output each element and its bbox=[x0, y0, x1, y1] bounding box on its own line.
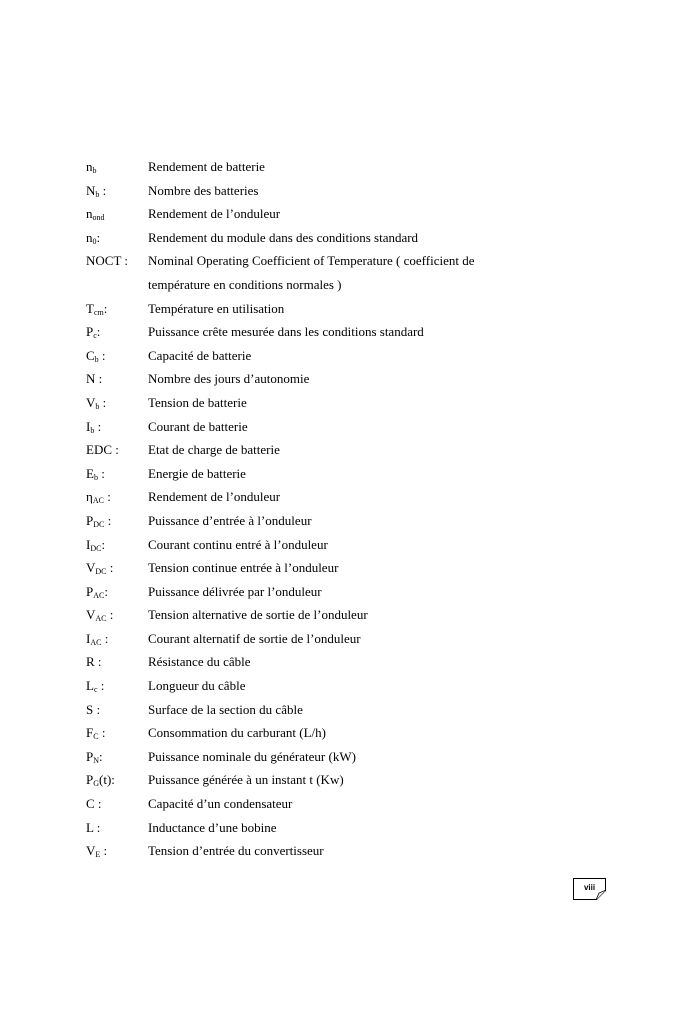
symbol-base: V bbox=[86, 607, 96, 623]
nomenclature-list bbox=[86, 157, 606, 865]
symbol-suffix: : bbox=[104, 512, 112, 528]
list-item bbox=[86, 487, 606, 511]
description bbox=[148, 582, 322, 602]
symbol bbox=[86, 535, 105, 555]
symbol-subscript: ond bbox=[92, 213, 105, 223]
symbol-suffix: : bbox=[99, 394, 107, 410]
description bbox=[148, 228, 418, 248]
description bbox=[148, 464, 246, 484]
description-text: Température en utilisation bbox=[148, 300, 285, 316]
list-item bbox=[86, 652, 606, 676]
symbol-subscript: AC bbox=[93, 590, 105, 600]
description bbox=[148, 770, 344, 790]
list-item bbox=[86, 464, 606, 488]
list-item bbox=[86, 629, 606, 653]
description bbox=[148, 251, 475, 295]
symbol-subscript: G bbox=[93, 779, 100, 789]
description-text: Courant continu entré à l’onduleur bbox=[148, 536, 328, 552]
symbol-subscript: cm bbox=[93, 307, 104, 317]
symbol-subscript: C bbox=[93, 732, 99, 742]
symbol bbox=[86, 747, 103, 767]
description-text: Tension continue entrée à l’onduleur bbox=[148, 560, 339, 576]
symbol-subscript: AC bbox=[95, 614, 107, 624]
list-item bbox=[86, 794, 606, 818]
symbol-base: L bbox=[86, 678, 94, 694]
symbol-suffix: : bbox=[94, 418, 102, 434]
description bbox=[148, 487, 280, 507]
symbol-subscript: b bbox=[92, 166, 97, 175]
symbol bbox=[86, 181, 106, 201]
description bbox=[148, 181, 258, 201]
symbol-base: T bbox=[86, 300, 94, 316]
symbol bbox=[86, 605, 113, 625]
description bbox=[148, 558, 338, 578]
description-text: Nombre des batteries bbox=[148, 182, 259, 198]
symbol bbox=[86, 770, 115, 790]
symbol bbox=[86, 417, 101, 437]
list-item bbox=[86, 700, 606, 724]
description-text: Courant alternatif de sortie de l’onduleur bbox=[148, 630, 361, 646]
list-item bbox=[86, 676, 606, 700]
list-item bbox=[86, 770, 606, 794]
symbol bbox=[86, 794, 102, 814]
page-number-box bbox=[573, 878, 606, 900]
symbol bbox=[86, 157, 97, 177]
description-text: Nombre des jours d’autonomie bbox=[148, 371, 310, 387]
symbol-base: R : bbox=[86, 654, 102, 670]
symbol bbox=[86, 464, 105, 484]
symbol-subscript: c bbox=[93, 685, 98, 695]
page-fold-icon bbox=[596, 890, 606, 900]
list-item bbox=[86, 582, 606, 606]
description-text: Capacité d’un condensateur bbox=[148, 796, 293, 812]
list-item bbox=[86, 440, 606, 464]
symbol bbox=[86, 346, 106, 366]
symbol-subscript: 0 bbox=[92, 236, 97, 246]
symbol-base: P bbox=[86, 324, 94, 340]
symbol bbox=[86, 369, 102, 389]
symbol bbox=[86, 393, 106, 413]
description-text: Courant de batterie bbox=[148, 418, 248, 434]
symbol-suffix: : bbox=[98, 725, 106, 741]
symbol bbox=[86, 700, 100, 720]
symbol-base: I bbox=[86, 630, 91, 646]
list-item bbox=[86, 393, 606, 417]
symbol-suffix: : bbox=[97, 678, 105, 694]
symbol bbox=[86, 299, 107, 319]
list-item bbox=[86, 346, 606, 370]
symbol-suffix: : bbox=[99, 182, 107, 198]
symbol-base: P bbox=[86, 772, 94, 788]
symbol-base: n bbox=[86, 159, 93, 174]
description bbox=[148, 440, 280, 460]
list-item bbox=[86, 322, 606, 346]
symbol-subscript: c bbox=[93, 331, 97, 341]
description bbox=[148, 511, 312, 531]
symbol-suffix: : bbox=[99, 748, 103, 764]
description-text: Tension de batterie bbox=[148, 394, 247, 410]
symbol-suffix: : bbox=[97, 465, 105, 481]
symbol-suffix: : bbox=[96, 324, 101, 340]
description-text: Consommation du carburant (L/h) bbox=[148, 725, 326, 741]
symbol-subscript: AC bbox=[90, 637, 102, 647]
description-text: Puissance générée à un instant t (Kw) bbox=[148, 772, 344, 788]
symbol bbox=[86, 204, 105, 224]
list-item bbox=[86, 299, 606, 323]
symbol-base: F bbox=[86, 725, 94, 741]
description bbox=[148, 346, 251, 366]
symbol-suffix: : bbox=[106, 607, 114, 623]
description-text-continued: température en conditions normales ) bbox=[148, 276, 342, 292]
symbol-base: N : bbox=[86, 371, 103, 387]
symbol-base: P bbox=[86, 512, 94, 528]
list-item bbox=[86, 747, 606, 771]
symbol bbox=[86, 818, 100, 838]
symbol-base: C : bbox=[86, 796, 102, 812]
description-text: Energie de batterie bbox=[148, 465, 246, 481]
description bbox=[148, 629, 361, 649]
list-item bbox=[86, 251, 606, 298]
symbol-suffix: : bbox=[101, 536, 106, 552]
symbol bbox=[86, 251, 128, 271]
description bbox=[148, 700, 303, 720]
symbol bbox=[86, 487, 111, 507]
symbol-base: η bbox=[86, 489, 93, 505]
description-text: Rendement de l’onduleur bbox=[148, 489, 281, 505]
description-text: Tension alternative de sortie de l’onduleur bbox=[148, 607, 368, 623]
symbol-subscript: b bbox=[95, 189, 100, 199]
description-text: Capacité de batterie bbox=[148, 347, 252, 363]
description-text: Résistance du câble bbox=[148, 654, 251, 670]
symbol bbox=[86, 629, 108, 649]
description-text: Rendement de batterie bbox=[148, 159, 265, 174]
symbol bbox=[86, 676, 104, 696]
description bbox=[148, 322, 424, 342]
description-text: Surface de la section du câble bbox=[148, 701, 303, 717]
page-number: viii bbox=[583, 883, 596, 892]
symbol-base: NOCT : bbox=[86, 253, 129, 269]
symbol-subscript: DC bbox=[95, 567, 107, 577]
list-item bbox=[86, 818, 606, 842]
symbol-base: P bbox=[86, 748, 94, 764]
symbol-base: n bbox=[86, 206, 93, 222]
list-item bbox=[86, 417, 606, 441]
list-item bbox=[86, 157, 606, 181]
list-item bbox=[86, 841, 606, 865]
description bbox=[148, 157, 265, 177]
symbol bbox=[86, 558, 113, 578]
symbol-base: C bbox=[86, 347, 95, 363]
symbol-base: I bbox=[86, 418, 91, 434]
symbol-subscript: DC bbox=[93, 519, 105, 529]
symbol-base: EDC : bbox=[86, 442, 119, 458]
description bbox=[148, 369, 309, 389]
symbol-base: n bbox=[86, 229, 93, 245]
symbol-suffix: : bbox=[96, 229, 101, 245]
symbol-suffix: : bbox=[98, 347, 106, 363]
symbol-base: S : bbox=[86, 701, 101, 717]
symbol bbox=[86, 841, 107, 861]
description bbox=[148, 747, 356, 767]
symbol-suffix: : bbox=[103, 300, 108, 316]
symbol-subscript: b bbox=[94, 354, 99, 364]
symbol bbox=[86, 440, 119, 460]
symbol-subscript: b bbox=[93, 472, 98, 482]
description-text: Inductance d’une bobine bbox=[148, 819, 277, 835]
symbol bbox=[86, 723, 105, 743]
list-item bbox=[86, 535, 606, 559]
list-item bbox=[86, 228, 606, 252]
list-item bbox=[86, 511, 606, 535]
symbol-base: I bbox=[86, 536, 91, 552]
description-text: Puissance crête mesurée dans les conditions standard bbox=[148, 324, 424, 340]
description bbox=[148, 204, 280, 224]
symbol-subscript: DC bbox=[90, 543, 102, 553]
list-item bbox=[86, 181, 606, 205]
symbol bbox=[86, 228, 100, 248]
description-text: Tension d’entrée du convertisseur bbox=[148, 843, 324, 859]
symbol-base: N bbox=[86, 182, 96, 198]
list-item bbox=[86, 369, 606, 393]
symbol-base: V bbox=[86, 843, 96, 859]
symbol-base: E bbox=[86, 465, 94, 481]
description bbox=[148, 818, 277, 838]
symbol bbox=[86, 652, 102, 672]
symbol-base: L : bbox=[86, 819, 101, 835]
description-text: Nominal Operating Coefficient of Temperature ( coefficient de bbox=[148, 253, 475, 269]
description bbox=[148, 676, 245, 696]
symbol-suffix: (t): bbox=[99, 772, 115, 788]
description bbox=[148, 605, 368, 625]
symbol bbox=[86, 582, 108, 602]
symbol-subscript: E bbox=[95, 850, 101, 860]
symbol-suffix: : bbox=[104, 583, 108, 599]
symbol-subscript: b bbox=[90, 425, 95, 435]
list-item bbox=[86, 204, 606, 228]
symbol-suffix: : bbox=[101, 630, 109, 646]
symbol-subscript: AC bbox=[92, 496, 104, 506]
description bbox=[148, 417, 248, 437]
symbol-suffix: : bbox=[100, 843, 108, 859]
description-text: Puissance d’entrée à l’onduleur bbox=[148, 512, 312, 528]
description bbox=[148, 652, 251, 672]
description bbox=[148, 535, 328, 555]
description bbox=[148, 299, 284, 319]
description bbox=[148, 794, 292, 814]
symbol bbox=[86, 511, 111, 531]
description bbox=[148, 841, 324, 861]
description bbox=[148, 723, 326, 743]
description-text: Puissance nominale du générateur (kW) bbox=[148, 748, 356, 764]
symbol-base: P bbox=[86, 583, 94, 599]
list-item bbox=[86, 723, 606, 747]
symbol-base: V bbox=[86, 394, 96, 410]
symbol-subscript: b bbox=[95, 401, 100, 411]
symbol-base: V bbox=[86, 560, 96, 576]
description-text: Rendement de l’onduleur bbox=[148, 206, 281, 222]
description-text: Rendement du module dans des conditions standard bbox=[148, 229, 419, 245]
symbol-suffix: : bbox=[106, 560, 114, 576]
list-item bbox=[86, 558, 606, 582]
description bbox=[148, 393, 247, 413]
list-item bbox=[86, 605, 606, 629]
description-text: Etat de charge de batterie bbox=[148, 442, 280, 458]
symbol bbox=[86, 322, 100, 342]
description-text: Longueur du câble bbox=[148, 678, 246, 694]
symbol-subscript: N bbox=[93, 755, 100, 765]
symbol-suffix: : bbox=[103, 489, 111, 505]
description-text: Puissance délivrée par l’onduleur bbox=[148, 583, 322, 599]
